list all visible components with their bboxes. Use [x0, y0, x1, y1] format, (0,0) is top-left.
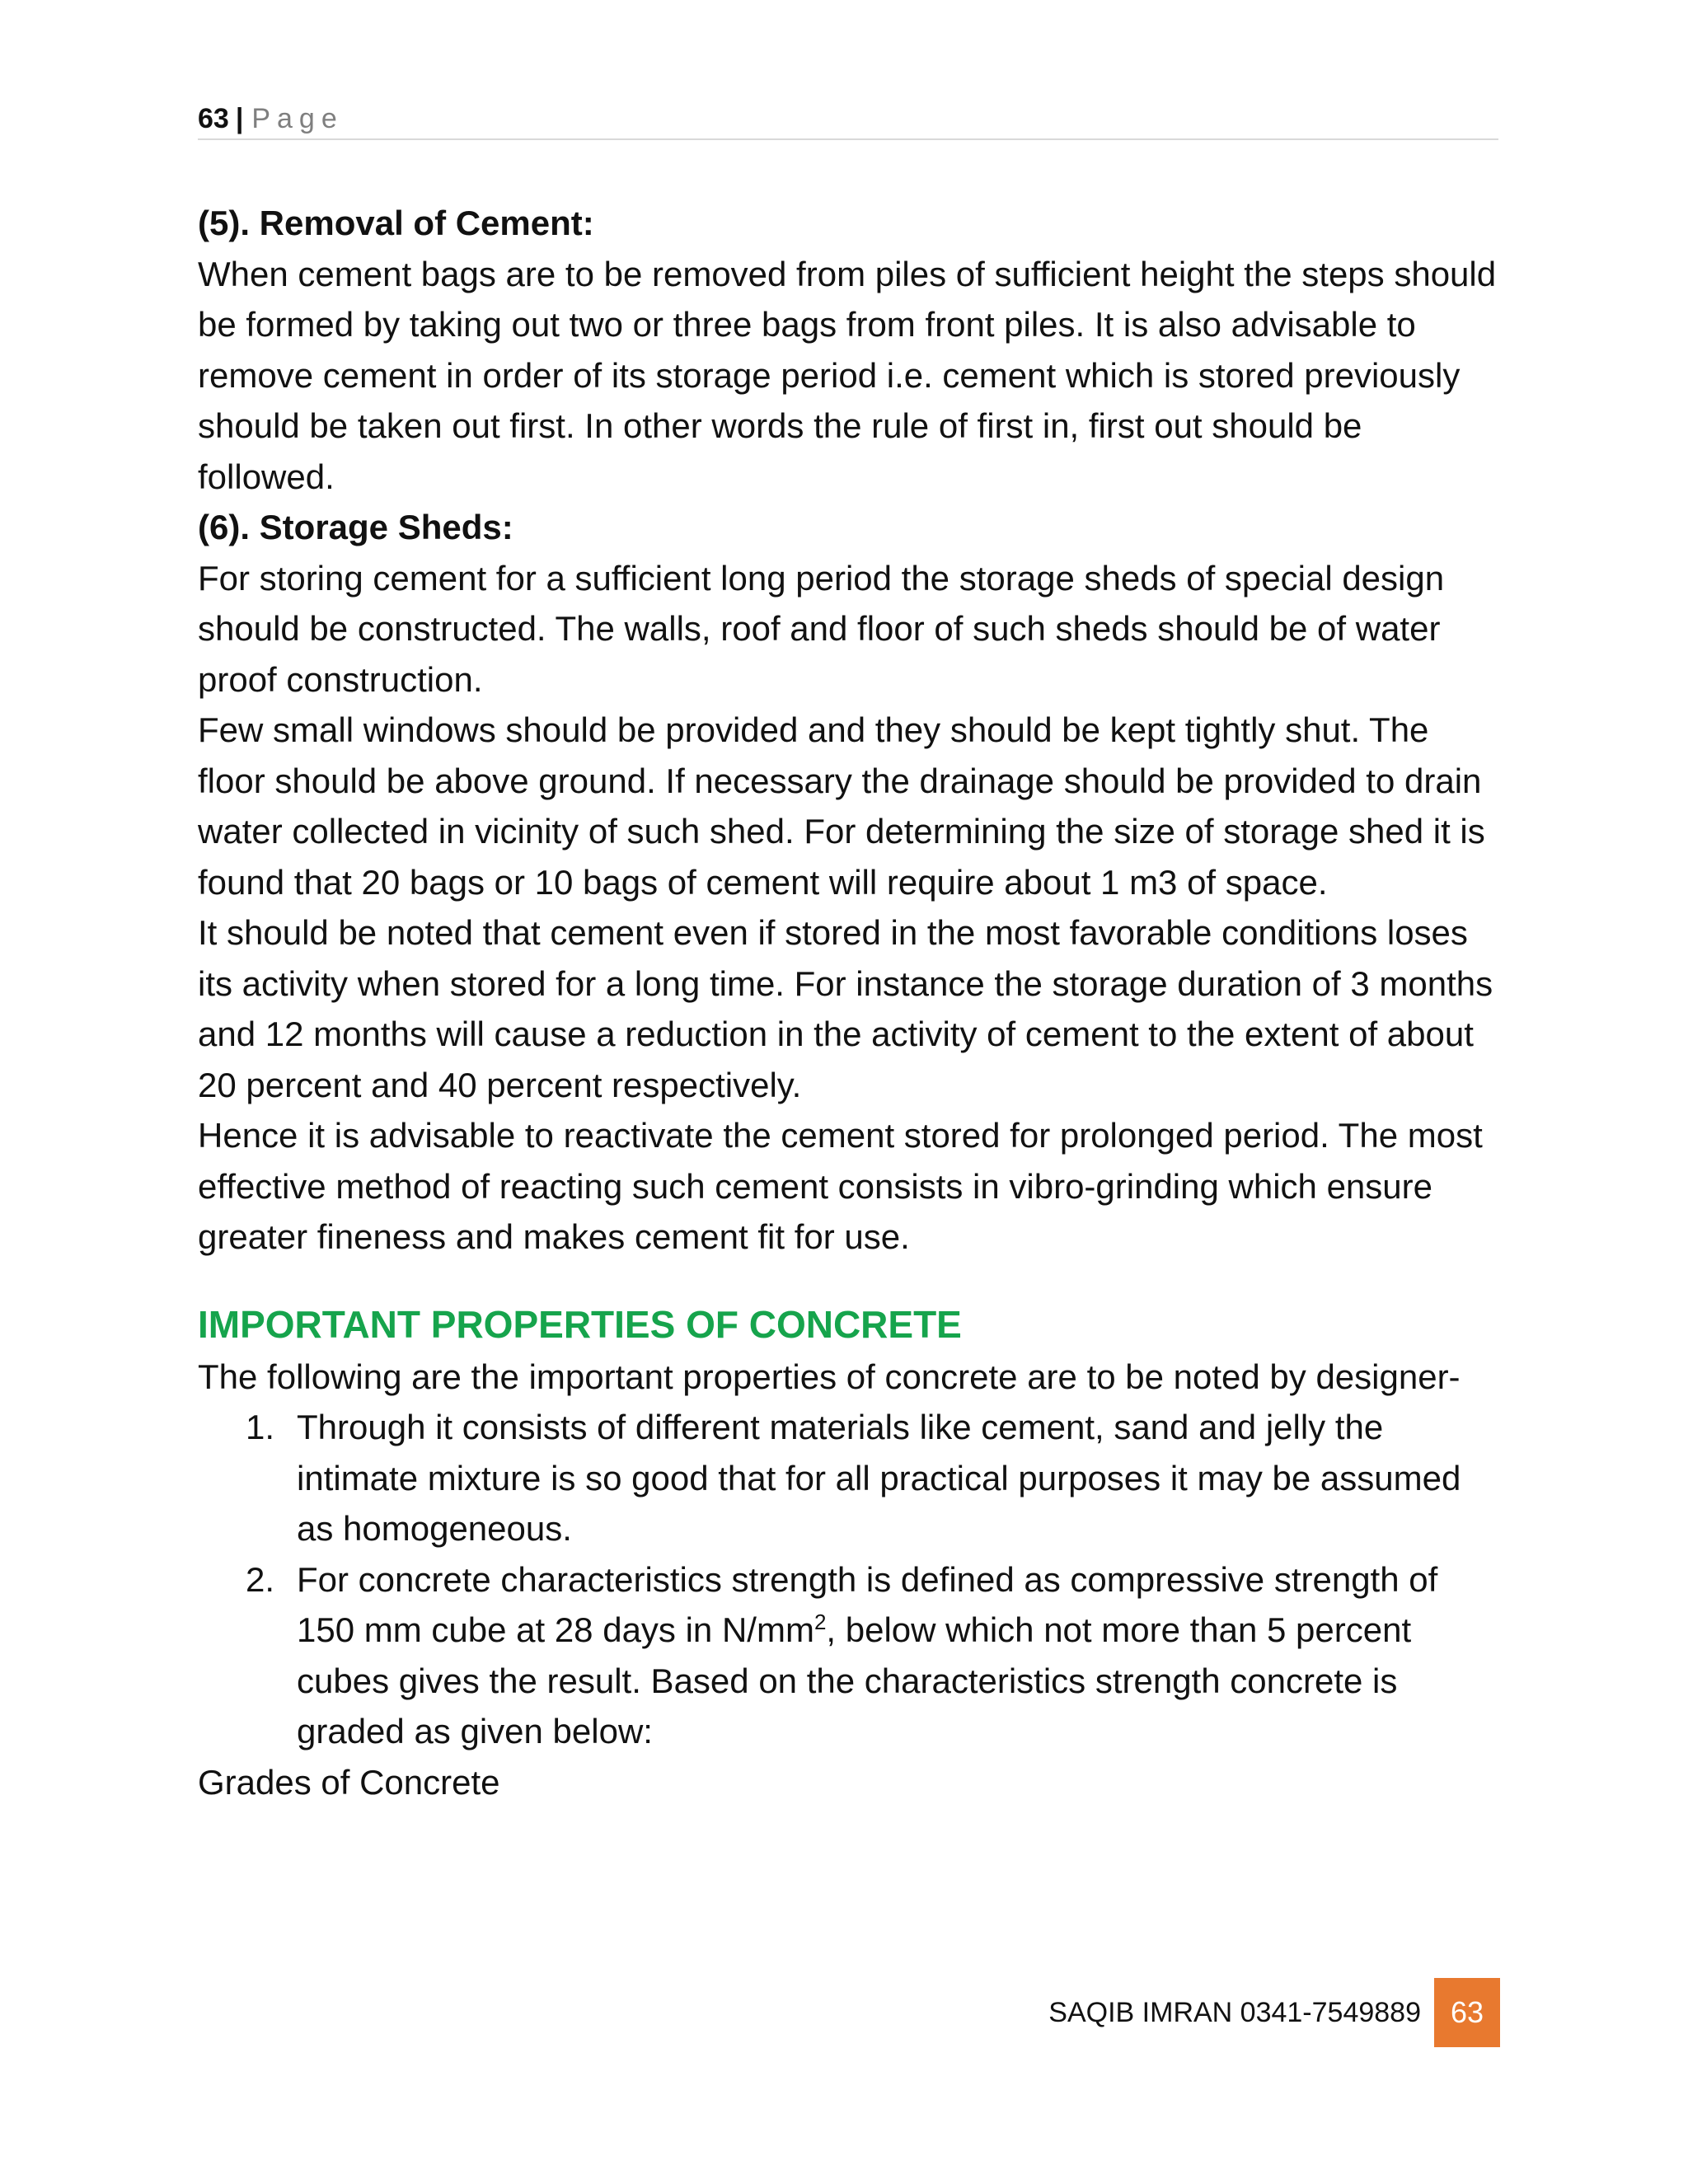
list-item-marker: 2. [246, 1559, 275, 1599]
grades-of-concrete-label: Grades of Concrete [198, 1762, 500, 1802]
header-page-number: 63 [198, 103, 229, 134]
section-6-paragraph-4: Hence it is advisable to reactivate the cement stored for prolonged period. The most effective method of reacting such cement consists in vibro-grinding which ensure greater fineness and makes cement fit for use. [198, 1116, 1483, 1256]
properties-section-title: IMPORTANT PROPERTIES OF CONCRETE [198, 1302, 962, 1346]
section-5-paragraph: When cement bags are to be removed from piles of sufficient height the steps should be formed by taking out two or three bags from front piles. It is also advisable to remove cement in order of its storage period i.e. cement which is stored previously should be taken out first. In other words the rule of first in, first out should be followed. [198, 254, 1497, 496]
list-item [198, 1402, 1500, 1554]
section-6-paragraph-1: For storing cement for a sufficient long period the storage sheds of special design should be constructed. The walls, roof and floor of such sheds should be of water proof construction. [198, 558, 1445, 699]
section-6-heading: (6). Storage Sheds: [198, 508, 513, 546]
footer-author: SAQIB IMRAN 0341-7549889 [1048, 1996, 1421, 2028]
list-item-text-after: , below which not more than 5 percent cubes gives the result. Based on the characteristics strength concrete is graded as given below: [297, 1610, 1412, 1750]
header-separator: | [235, 103, 244, 134]
footer-page-number-box: 63 [1434, 1978, 1500, 2047]
list-item-marker: 1. [246, 1408, 275, 1446]
header-page-word: Page [251, 103, 344, 134]
section-6-paragraph-3: It should be noted that cement even if stored in the most favorable conditions loses its activity when stored for a long time. For instance the storage duration of 3 months and 12 months will cause a reduction in the activity of cement to the extent of about 20 percent and 40 percent respectively. [198, 913, 1493, 1104]
unit-superscript: 2 [814, 1610, 827, 1634]
section-5-heading: (5). Removal of Cement: [198, 204, 594, 242]
page-header [198, 97, 1498, 140]
properties-list [198, 1402, 1500, 1757]
section-6-paragraph-2: Few small windows should be provided and they should be kept tightly shut. The floor should be above ground. If necessary the drainage should be provided to drain water collected in vicinity of such shed. For determining the size of storage shed it is found that 20 bags or 10 bags of cement will require about 1 m3 of space. [198, 710, 1485, 902]
list-item-text: Through it consists of different materials like cement, sand and jelly the intimate mixture is so good that for all practical purposes it may be assumed as homogeneous. [297, 1408, 1461, 1548]
list-item [198, 1554, 1500, 1757]
document-body [198, 198, 1500, 1807]
list-item-text-before: For concrete characteristics strength is defined as compressive strength of 150 mm cube at 28 days in N/mm [297, 1559, 1438, 1649]
properties-intro: The following are the important properties of concrete are to be noted by designer- [198, 1357, 1461, 1396]
page-footer [1048, 1978, 1500, 2047]
